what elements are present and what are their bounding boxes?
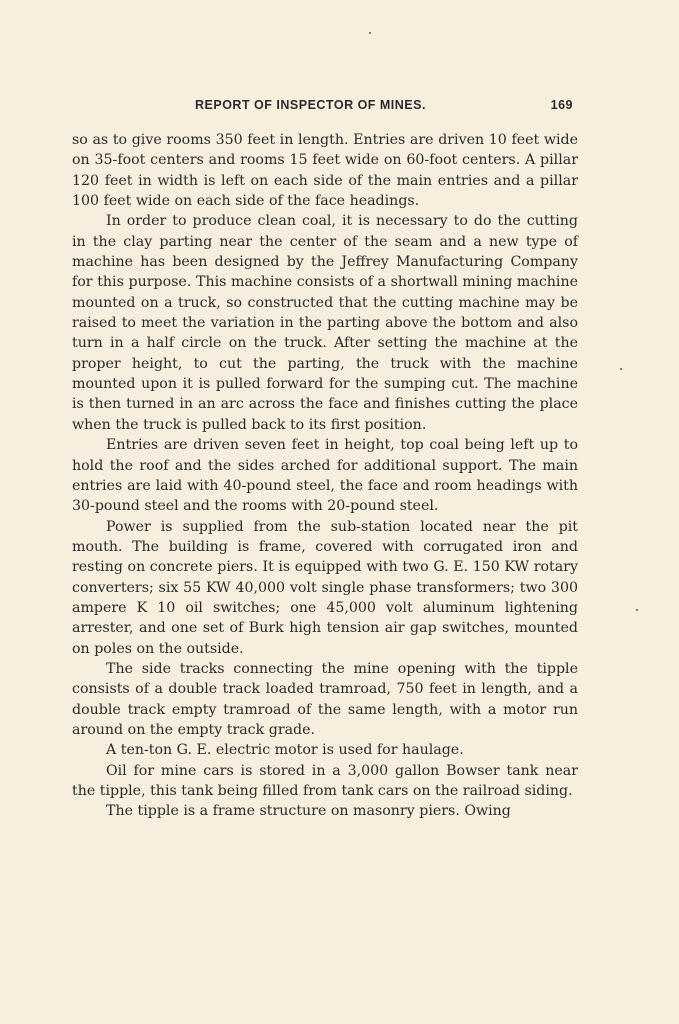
paragraph-power: Power is supplied from the sub-station located near the pit mouth. The building is frame, covered with corrugated iron and resting on concrete piers. It is equipped with two G. E. 150 KW rotary converters; six 55 KW 40,000 volt single phase transformers; two 300 ampere K 10 oil switches; one 45,000 volt aluminum lightening arrester, and one set of Burk high tension air gap switches, mounted on poles on the outside. xyxy=(72,518,578,657)
paragraph-cutting-machine: In order to produce clean coal, it is necessary to do the cutting in the clay parting near the center of the seam and a new type of machine has been designed by the Jeffrey Manufacturing Company for this purpose. This machine consists of a shortwall mining machine mounted on a truck, so constructed that the cutting machine may be raised to meet the variation in the parting above the bottom and also turn in a half circle on the truck. After setting the machine at the proper height, to cut the parting, the truck with the machine mounted upon it is pulled forward for the sumping cut. The machine is then turned in an arc across the face and finishes cutting the place when the truck is pulled back to its first position. xyxy=(72,213,578,433)
body-text xyxy=(72,130,578,822)
paragraph-entries: Entries are driven seven feet in height, top coal being left up to hold the roof and the sides arched for additional support. The main entries are laid with 40-pound steel, the face and room headings with 30-pound steel and the rooms with 20-pound steel. xyxy=(72,437,578,515)
paragraph-side-tracks: The side tracks connecting the mine opening with the tipple consists of a double track loaded tramroad, 750 feet in length, and a double track empty tramroad of the same length, with a motor run around on the empty track grade. xyxy=(72,660,578,738)
running-header-title: REPORT OF INSPECTOR OF MINES. xyxy=(195,98,426,112)
paragraph-continuation: so as to give rooms 350 feet in length. Entries are driven 10 feet wide on 35-foot centers and rooms 15 feet wide on 60-foot centers. A pillar 120 feet in width is left on each side of the main entries and a pillar 100 feet wide on each side of the face headings. xyxy=(72,132,578,210)
paper-speck xyxy=(636,609,638,611)
paper-speck xyxy=(620,368,622,370)
paragraph-oil: Oil for mine cars is stored in a 3,000 gallon Bowser tank near the tipple, this tank being filled from tank cars on the railroad siding. xyxy=(72,762,578,799)
paragraph-tipple: The tipple is a frame structure on masonry piers. Owing xyxy=(106,803,511,820)
paper-speck xyxy=(369,32,371,34)
page-number: 169 xyxy=(550,98,573,112)
paragraph-haulage: A ten-ton G. E. electric motor is used for haulage. xyxy=(106,742,464,759)
running-header xyxy=(195,95,573,115)
